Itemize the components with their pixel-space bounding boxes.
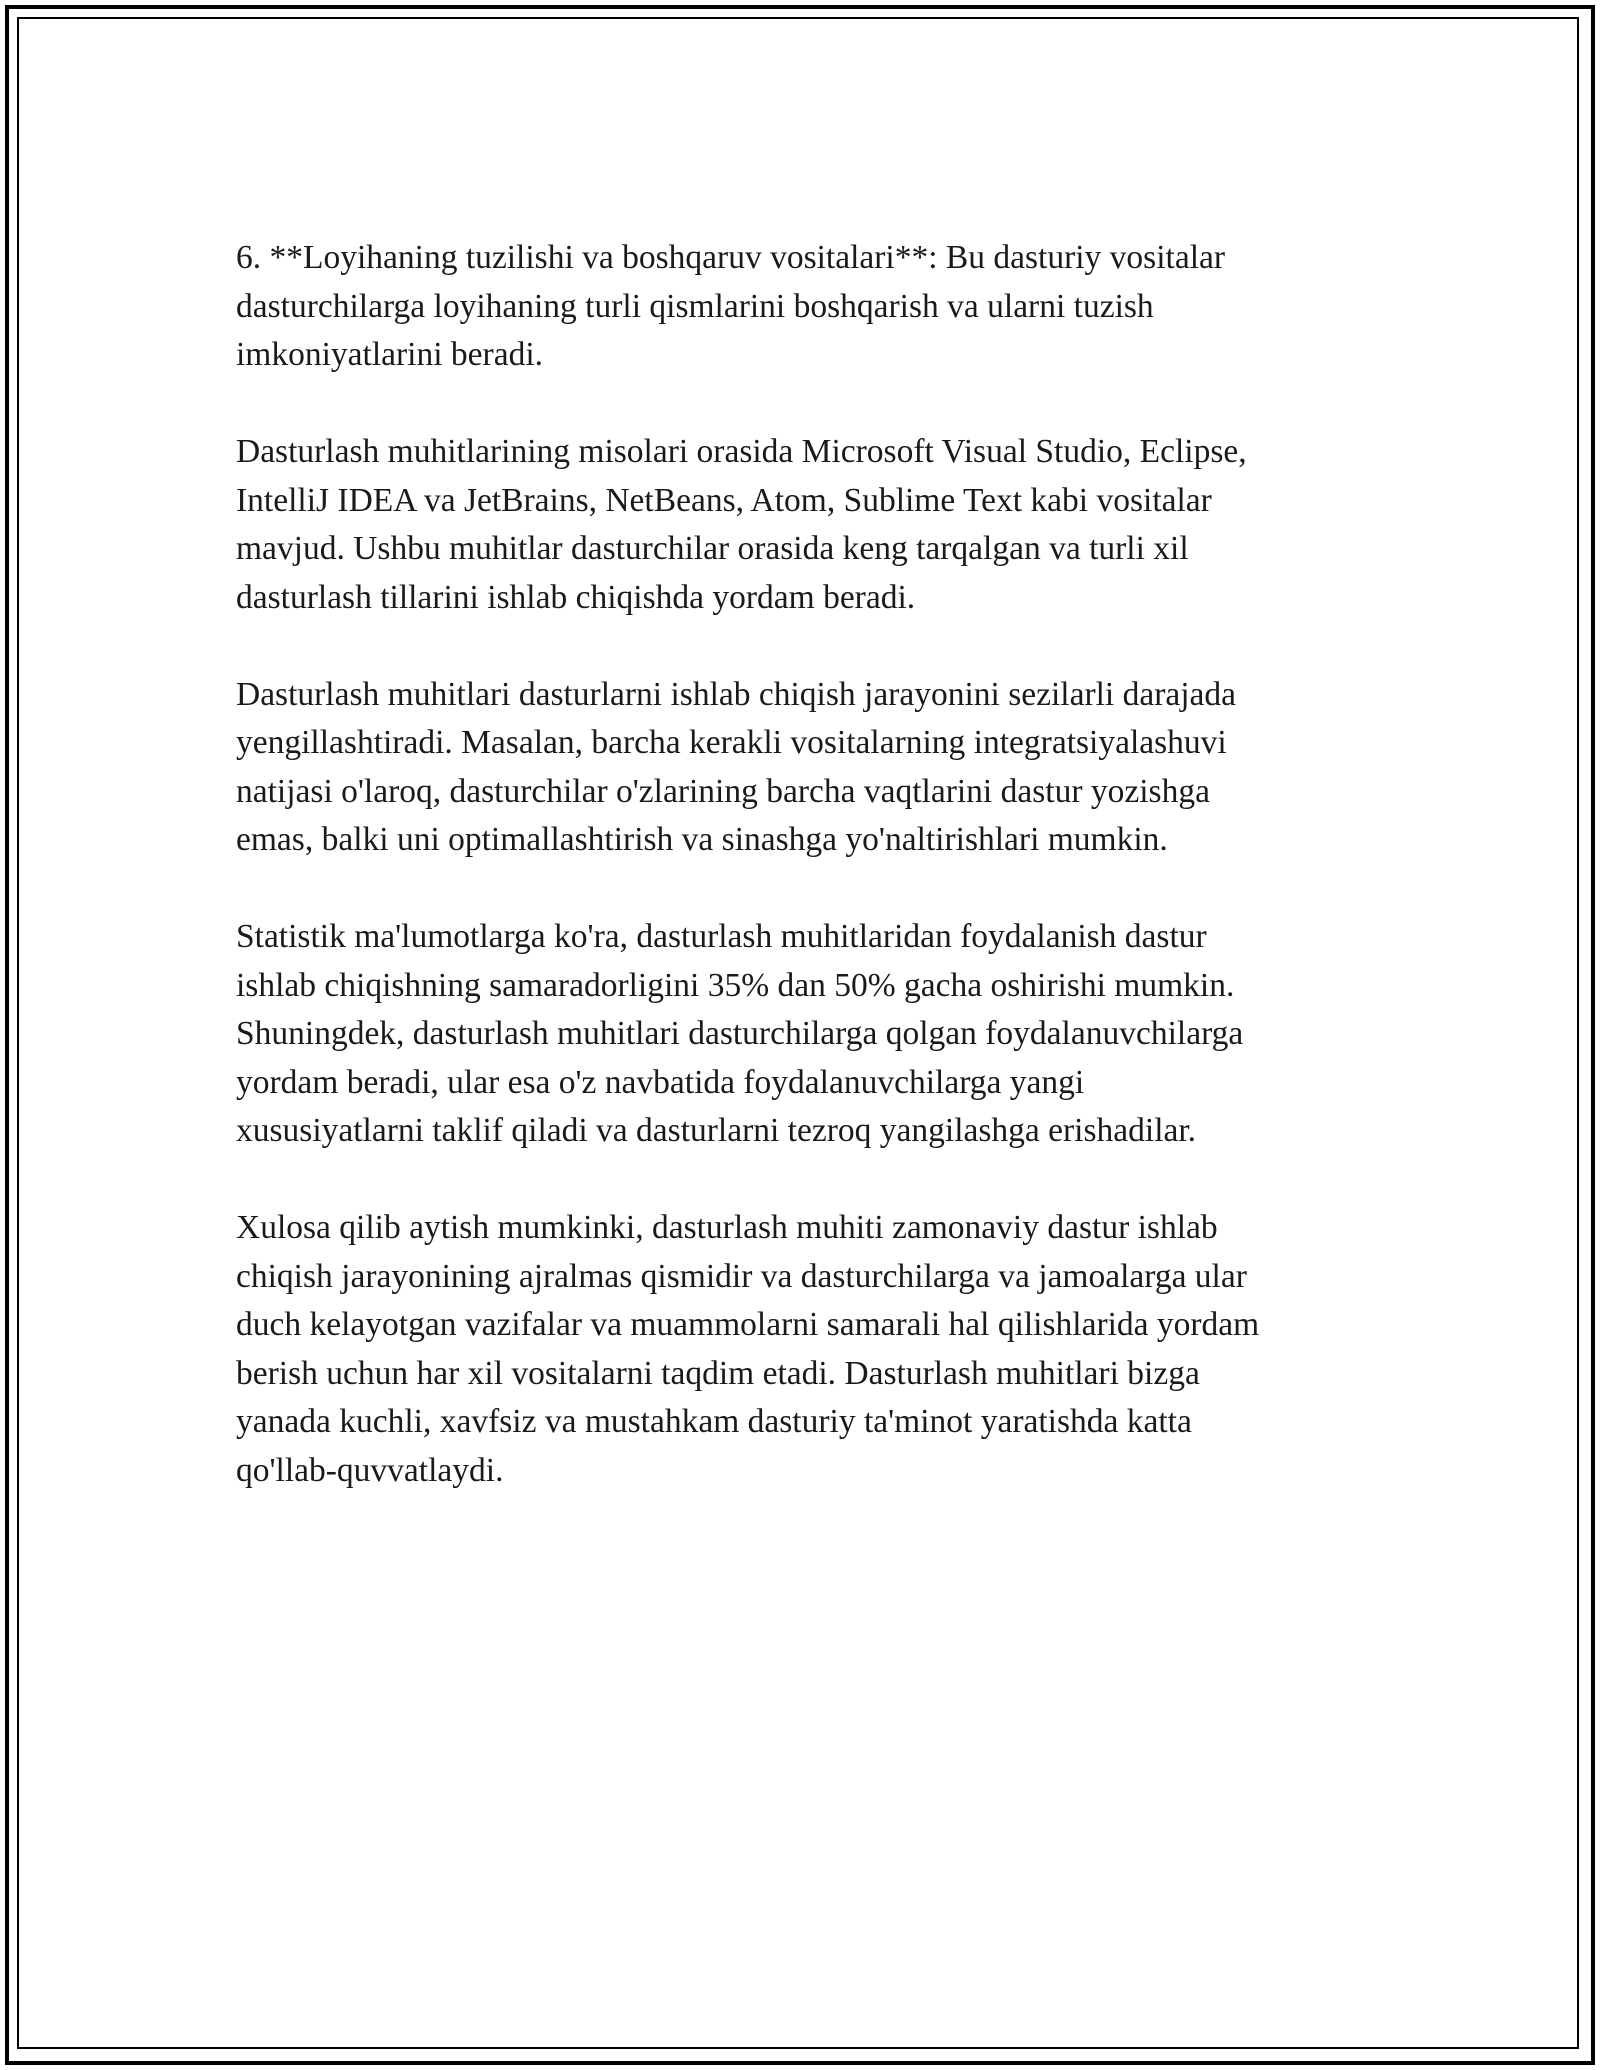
paragraph-conclusion: Xulosa qilib aytish mumkinki, dasturlash muhiti zamonaviy dastur ishlab chiqish jarayonining ajralmas qismidir va dasturchilarga va jamoalarga ular duch kelayotgan vazifalar va muammolarni samarali hal qilishlarida yordam berish uchun har xil vositalarni taqdim etadi. Dasturlash muhitlari bizga yanada kuchli, xavfsiz va mustahkam dasturiy ta'minot yaratishda katta qo'llab-quvvatlaydi.: [236, 1209, 1260, 1489]
paragraph-ide-examples: Dasturlash muhitlarining misolari orasida Microsoft Visual Studio, Eclipse, IntelliJ IDEA va JetBrains, NetBeans, Atom, Sublime Text kabi vositalar mavjud. Ushbu muhitlar dasturchilar orasida keng tarqalgan va turli xil dasturlash tillarini ishlab chiqishda yordam beradi.: [236, 433, 1247, 616]
paragraph-project-tools: 6. **Loyihaning tuzilishi va boshqaruv vositalari**: Bu dasturiy vositalar dasturchilarga loyihaning turli qismlarini boshqarish va ularni tuzish imkoniyatlarini beradi.: [236, 239, 1226, 373]
document-body: [236, 234, 1366, 1495]
paragraph-statistics: Statistik ma'lumotlarga ko'ra, dasturlash muhitlaridan foydalanish dastur ishlab chiqishning samaradorligini 35% dan 50% gacha oshirishi mumkin. Shuningdek, dasturlash muhitlari dasturchilarga qolgan foydalanuvchilarga yordam beradi, ular esa o'z navbatida foydalanuvchilarga yangi xususiyatlarni taklif qiladi va dasturlarni tezroq yangilashga erishadilar.: [236, 918, 1244, 1149]
paragraph-ide-benefits: Dasturlash muhitlari dasturlarni ishlab chiqish jarayonini sezilarli darajada yengillashtiradi. Masalan, barcha kerakli vositalarning integratsiyalashuvi natijasi o'laroq, dasturchilar o'zlarining barcha vaqtlarini dastur yozishga emas, balki uni optimallashtirish va sinashga yo'naltirishlari mumkin.: [236, 675, 1237, 858]
